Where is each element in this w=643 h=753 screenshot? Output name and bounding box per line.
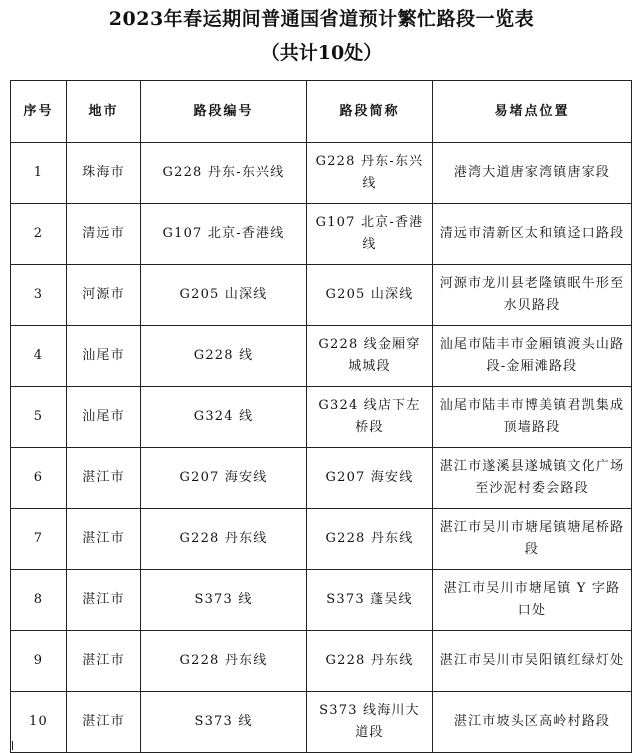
header-road-short-name: 路段简称 [307,81,433,143]
table-row [11,387,632,448]
cell-city: 湛江市 [67,509,141,570]
cell-road-short-name: G205 山深线 [307,265,433,326]
cell-congestion-location: 湛江市遂溪县遂城镇文化广场至沙泥村委会路段 [433,448,632,509]
cell-no: 3 [11,265,67,326]
cell-no: 7 [11,509,67,570]
cell-city: 湛江市 [67,631,141,692]
cell-no: 2 [11,204,67,265]
table-row [11,204,632,265]
cell-road-code: G107 北京-香港线 [141,204,307,265]
busy-road-table [10,80,632,753]
header-road-code: 路段编号 [141,81,307,143]
cell-road-short-name: S373 线海川大道段 [307,692,433,753]
cell-congestion-location: 港湾大道唐家湾镇唐家段 [433,143,632,204]
table-row [11,509,632,570]
cell-road-short-name: G228 线金厢穿城城段 [307,326,433,387]
cell-road-code: G228 丹东线 [141,631,307,692]
table-header-row [11,81,632,143]
cell-road-code: G228 丹东线 [141,509,307,570]
cell-city: 湛江市 [67,570,141,631]
cell-road-short-name: G207 海安线 [307,448,433,509]
table-row [11,570,632,631]
document-title: 2023年春运期间普通国省道预计繁忙路段一览表 [108,8,535,30]
cell-city: 湛江市 [67,448,141,509]
table-row [11,143,632,204]
cell-city: 汕尾市 [67,326,141,387]
cell-congestion-location: 清远市清新区太和镇迳口路段 [433,204,632,265]
cell-no: 5 [11,387,67,448]
cell-road-code: G228 丹东-东兴线 [141,143,307,204]
cell-city: 湛江市 [67,692,141,753]
cell-road-short-name: G228 丹东线 [307,631,433,692]
cell-city: 河源市 [67,265,141,326]
cell-road-code: S373 线 [141,692,307,753]
header-congestion-location: 易堵点位置 [433,81,632,143]
cell-no: 4 [11,326,67,387]
cell-road-short-name: G228 丹东线 [307,509,433,570]
cell-no: 6 [11,448,67,509]
cell-no: 8 [11,570,67,631]
cell-congestion-location: 湛江市坡头区高岭村路段 [433,692,632,753]
cell-road-code: G207 海安线 [141,448,307,509]
cell-road-short-name: S373 蓬吴线 [307,570,433,631]
cell-road-short-name: G324 线店下左桥段 [307,387,433,448]
header-city: 地市 [67,81,141,143]
table-row [11,448,632,509]
cell-no: 1 [11,143,67,204]
cell-congestion-location: 湛江市吴川市塘尾镇塘尾桥路段 [433,509,632,570]
cell-road-code: G228 线 [141,326,307,387]
cell-congestion-location: 湛江市吴川市塘尾镇 Y 字路口处 [433,570,632,631]
cell-congestion-location: 湛江市吴川市吴阳镇红绿灯处 [433,631,632,692]
cell-city: 汕尾市 [67,387,141,448]
cell-congestion-location: 汕尾市陆丰市博美镇君凯集成顶墙路段 [433,387,632,448]
table-row [11,631,632,692]
cell-road-code: G324 线 [141,387,307,448]
cell-city: 清远市 [67,204,141,265]
cell-road-short-name: G107 北京-香港线 [307,204,433,265]
table-row [11,692,632,753]
cell-congestion-location: 汕尾市陆丰市金厢镇渡头山路段-金厢滩路段 [433,326,632,387]
table-row [11,326,632,387]
cell-road-short-name: G228 丹东-东兴线 [307,143,433,204]
page-edge-mark [12,741,13,750]
header-no: 序号 [11,81,67,143]
cell-congestion-location: 河源市龙川县老隆镇眠牛形至水贝路段 [433,265,632,326]
document-subtitle: （共计10处） [260,42,383,64]
cell-road-code: S373 线 [141,570,307,631]
cell-city: 珠海市 [67,143,141,204]
cell-no: 9 [11,631,67,692]
cell-road-code: G205 山深线 [141,265,307,326]
cell-no: 10 [11,692,67,753]
table-row [11,265,632,326]
